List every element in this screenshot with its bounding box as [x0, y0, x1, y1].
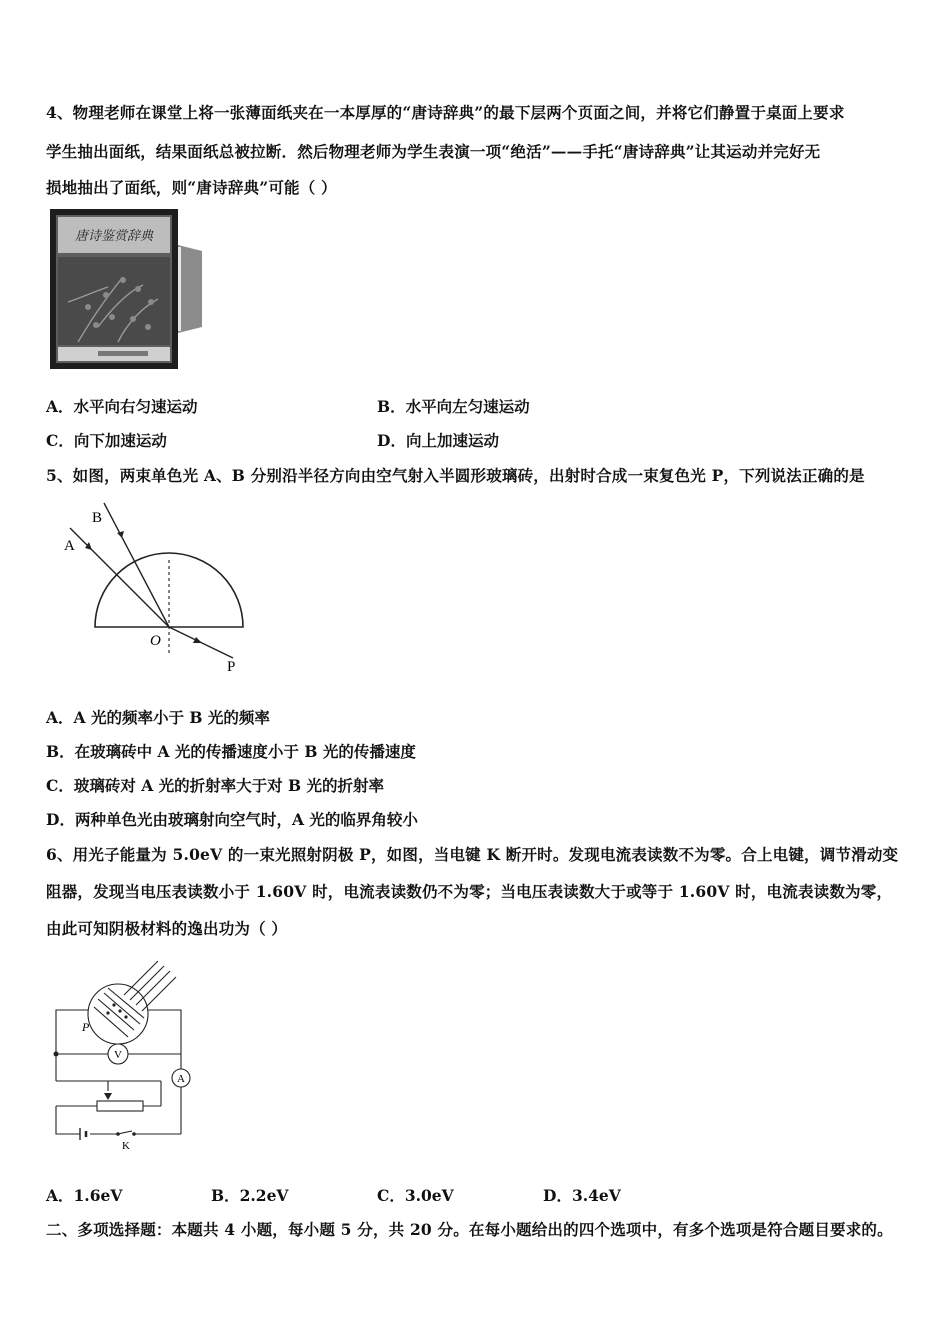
- label-v: V: [114, 1049, 122, 1061]
- q4-option-a: A．水平向右匀速运动: [46, 397, 198, 416]
- ray-a: [70, 528, 169, 627]
- q4-book-title: 唐诗鉴赏辞典: [74, 228, 154, 243]
- q5-option-c: C．玻璃砖对 A 光的折射率大于对 B 光的折射率: [46, 776, 385, 795]
- label-b: B: [92, 510, 103, 526]
- label-a: A: [64, 538, 75, 554]
- label-p: P: [227, 659, 236, 675]
- q4-stem-line-3: 损地抽出了面纸，则“唐诗辞典”可能（ ）: [46, 178, 337, 197]
- q4-option-d: D．向上加速运动: [377, 431, 499, 450]
- q5-refraction-diagram: [52, 498, 252, 678]
- q4-option-c: C．向下加速运动: [46, 431, 167, 450]
- label-a: A: [177, 1073, 185, 1085]
- q5-stem: 5、如图，两束单色光 A、B 分别沿半径方向由空气射入半圆形玻璃砖，出射时合成一束复色光 P，下列说法正确的是: [46, 466, 865, 485]
- q6-stem-line-3: 由此可知阴极材料的逸出功为（ ）: [46, 919, 288, 938]
- q4-option-b: B．水平向左匀速运动: [377, 397, 530, 416]
- q4-dictionary-image: [48, 207, 204, 373]
- section-2-heading: 二、多项选择题：本题共 4 小题，每小题 5 分，共 20 分。在每小题给出的四个选项中，有多个选项是符合题目要求的。: [46, 1220, 893, 1239]
- label-p: P: [82, 1020, 90, 1034]
- ray-b: [104, 503, 169, 627]
- q6-option-c: C．3.0eV: [377, 1186, 454, 1205]
- q5-option-d: D．两种单色光由玻璃射向空气时，A 光的临界角较小: [46, 810, 418, 829]
- label-k: K: [122, 1140, 130, 1152]
- label-o: O: [150, 633, 161, 649]
- rheostat: [97, 1101, 143, 1111]
- q6-stem-line-2: 阻器，发现当电压表读数小于 1.60V 时，电流表读数仍不为零；当电压表读数大于或等于 1.60V 时，电流表读数为零，: [46, 882, 893, 901]
- q6-option-a: A．1.6eV: [46, 1186, 123, 1205]
- q6-option-d: D．3.4eV: [543, 1186, 621, 1205]
- q5-option-a: A．A 光的频率小于 B 光的频率: [46, 708, 270, 727]
- q6-circuit-diagram: [46, 955, 226, 1155]
- q6-stem-line-1: 6、用光子能量为 5.0eV 的一束光照射阴极 P，如图，当电键 K 断开时。发现电流表读数不为零。合上电键，调节滑动变: [46, 845, 899, 864]
- q6-option-b: B．2.2eV: [211, 1186, 289, 1205]
- q4-stem-line-1: 4、物理老师在课堂上将一张薄面纸夹在一本厚厚的“唐诗辞典”的最下层两个页面之间，并将它们静置于桌面上要求: [46, 103, 845, 122]
- q5-option-b: B．在玻璃砖中 A 光的传播速度小于 B 光的传播速度: [46, 742, 416, 761]
- q4-stem-line-2: 学生抽出面纸，结果面纸总被拉断．然后物理老师为学生表演一项“绝活”——手托“唐诗辞典”让其运动并完好无: [46, 142, 821, 161]
